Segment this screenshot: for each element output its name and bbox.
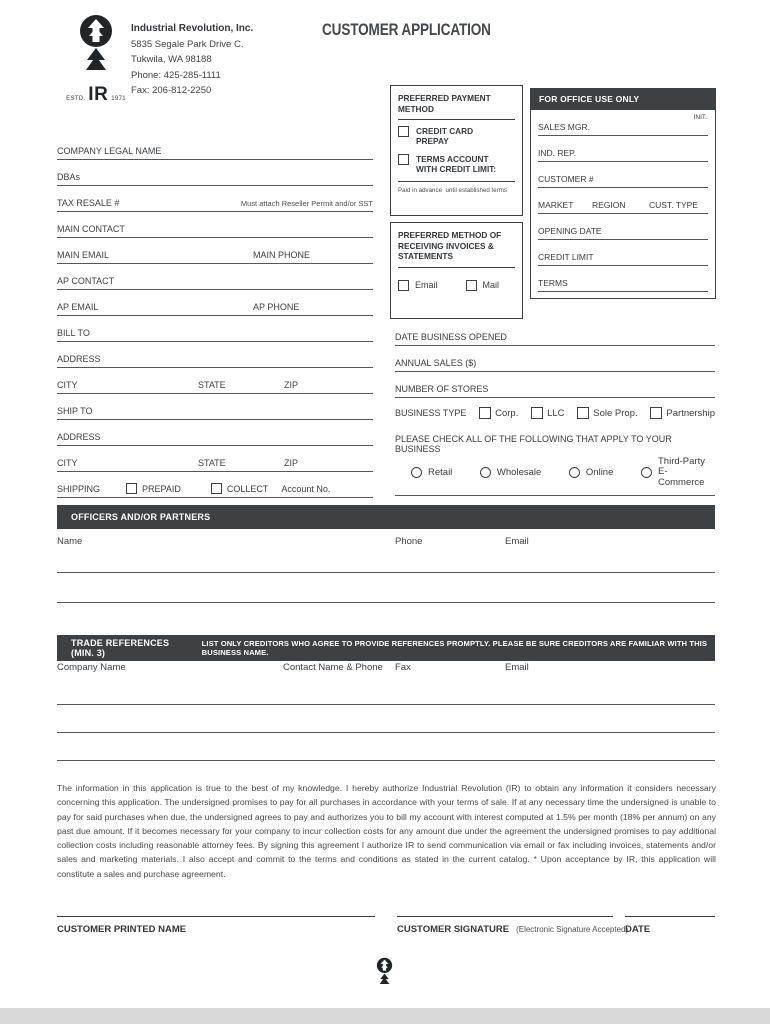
credit-card-prepay-checkbox[interactable]: [398, 126, 409, 137]
business-type-sole-prop-option[interactable]: [577, 407, 637, 419]
mail-label: Mail: [482, 280, 500, 290]
bill-state-label: STATE: [198, 380, 226, 390]
office-ind-rep-field[interactable]: [538, 136, 708, 162]
trade-entry-line-1[interactable]: [57, 675, 715, 705]
ap-contact-label: AP CONTACT: [57, 276, 115, 286]
ship-address-field[interactable]: [57, 420, 373, 446]
main-phone-label: MAIN PHONE: [253, 250, 311, 260]
customer-printed-name-label: CUSTOMER PRINTED NAME: [57, 924, 187, 935]
legal-agreement-text: The information in this application is true to the best of my knowledge. I hereby authorize Industrial Revolution (IR) to obtain any information it considers necessary concerning this application. The undersigned promises to pay for all purchases in accordance with your terms of sale. If at any necessary time the undersigned is unable to pay for said purchases when due, the undersigned agrees to pay and authorizes you to bill my account with interest computed at 1.5% per month (18% per annum) on any past due amount. If it becomes necessary for your company to incur collection costs for any amount due under the agreement the undersigned promises to pay additional collection costs including reasonable attorney fees. By signing this agreement I authorize IR to send communication via email or fax including invoices, statements and/or sales and marketing materials. I also accept and commit to the terms and conditions as stated in the current catalog. * Upon acceptance by IR, this application will constitute a sales and purchase agreement.: [57, 783, 716, 879]
bill-city-label: CITY: [57, 380, 78, 390]
bill-to-label: BILL TO: [57, 328, 90, 338]
officers-column-headers: [57, 529, 715, 549]
business-fields: [395, 320, 715, 496]
company-phone: Phone: 425-285-1111: [131, 69, 221, 81]
tax-resale-field[interactable]: [57, 186, 373, 212]
init-label: INIT.: [693, 114, 707, 121]
online-option[interactable]: [569, 467, 613, 478]
customer-printed-name-field[interactable]: [57, 916, 375, 935]
shipping-label: SHIPPING: [57, 484, 101, 494]
terms-account-label: TERMS ACCOUNT WITH CREDIT LIMIT:: [416, 154, 497, 174]
company-legal-name-field[interactable]: [57, 134, 373, 160]
prepaid-checkbox[interactable]: [126, 483, 137, 494]
payment-note: Paid in advance until established terms: [398, 181, 515, 194]
sole-prop-checkbox[interactable]: [577, 407, 589, 419]
online-radio[interactable]: [569, 467, 580, 478]
logo-year: 1971: [111, 96, 126, 102]
ship-state-label: STATE: [198, 458, 226, 468]
collect-checkbox[interactable]: [211, 483, 222, 494]
apply-to-business-label: PLEASE CHECK ALL OF THE FOLLOWING THAT APPLY TO YOUR BUSINESS: [395, 434, 672, 454]
trade-band: [57, 635, 715, 661]
partnership-checkbox[interactable]: [650, 407, 662, 419]
bill-address-label: ADDRESS: [57, 354, 101, 364]
office-market-region-type-field[interactable]: [538, 188, 708, 214]
trade-email-header: Email: [505, 662, 529, 673]
bill-to-field[interactable]: [57, 316, 373, 342]
officers-entry-line-1[interactable]: [57, 549, 715, 573]
office-opening-date-field[interactable]: [538, 214, 708, 240]
wholesale-radio[interactable]: [480, 467, 491, 478]
trade-title: TRADE REFERENCES (MIN. 3): [71, 638, 170, 658]
number-of-stores-label: NUMBER OF STORES: [395, 384, 489, 394]
corp-checkbox[interactable]: [479, 407, 491, 419]
ap-email-label: AP EMAIL: [57, 302, 99, 312]
ship-to-field[interactable]: [57, 394, 373, 420]
email-checkbox[interactable]: [398, 280, 409, 291]
trade-contact-header: Contact Name & Phone: [283, 662, 383, 673]
date-business-opened-label: DATE BUSINESS OPENED: [395, 332, 507, 342]
preferred-payment-method-box: [390, 85, 523, 216]
officers-title: OFFICERS AND/OR PARTNERS: [71, 512, 211, 522]
sales-mgr-label: SALES MGR.: [538, 122, 590, 132]
online-label: Online: [585, 467, 614, 478]
trade-entry-line-3[interactable]: [57, 733, 715, 761]
officers-email-header: Email: [505, 536, 529, 547]
email-label: Email: [415, 280, 438, 290]
date-business-opened-field[interactable]: [395, 320, 715, 346]
invoices-box-title: PREFERRED METHOD OF RECEIVING INVOICES & STATEMENTS: [398, 230, 515, 268]
partnership-label: Partnership: [666, 407, 715, 419]
ir-logo-icon: [74, 14, 118, 78]
company-address-line2: Tukwila, WA 98188: [131, 54, 212, 66]
retail-radio[interactable]: [411, 467, 422, 478]
company-legal-name-label: COMPANY LEGAL NAME: [57, 146, 162, 156]
trade-subtitle: LIST ONLY CREDITORS WHO AGREE TO PROVIDE REFERENCES PROMPTLY. PLEASE BE SURE CREDITORS ARE FAMILIAR WITH THIS BUSINESS NAME.: [201, 639, 708, 657]
third-party-ecommerce-option[interactable]: [641, 457, 713, 489]
dbas-label: DBAs: [57, 172, 81, 182]
office-sales-mgr-field[interactable]: [538, 110, 708, 136]
trade-entry-line-2[interactable]: [57, 705, 715, 733]
apply-to-business-options: [395, 454, 715, 496]
bill-city-state-zip-field[interactable]: [57, 368, 373, 394]
ap-contact-field[interactable]: [57, 264, 373, 290]
retail-option[interactable]: [411, 467, 452, 478]
ap-phone-label: AP PHONE: [253, 302, 300, 312]
customer-signature-field[interactable]: [397, 916, 629, 935]
payment-box-title: PREFERRED PAYMENT METHOD: [398, 93, 515, 120]
business-type-llc-option[interactable]: [531, 407, 564, 419]
ir-logo-small-icon: [374, 957, 395, 988]
email-option[interactable]: [398, 280, 438, 291]
ind-rep-label: IND. REP.: [538, 148, 577, 158]
business-type-corp-option[interactable]: [479, 407, 518, 419]
ship-city-label: CITY: [57, 458, 78, 468]
credit-card-prepay-label: CREDIT CARD PREPAY: [416, 126, 474, 146]
date-field[interactable]: [625, 916, 715, 935]
opening-date-label: OPENING DATE: [538, 226, 602, 236]
terms-label: TERMS: [538, 278, 568, 288]
wholesale-option[interactable]: [480, 467, 541, 478]
customer-signature-label: CUSTOMER SIGNATURE: [397, 924, 510, 935]
retail-label: Retail: [428, 467, 453, 478]
office-credit-limit-field[interactable]: [538, 240, 708, 266]
sole-prop-label: Sole Prop.: [593, 407, 638, 419]
electronic-signature-note: (Electronic Signature Accepted): [516, 925, 629, 934]
trade-company-header: Company Name: [57, 662, 126, 673]
company-logo: [60, 14, 132, 106]
corp-label: Corp.: [495, 407, 519, 419]
logo-estd: ESTD.: [66, 96, 86, 102]
main-email-label: MAIN EMAIL: [57, 250, 110, 260]
account-no-label: Account No.: [281, 484, 331, 494]
logo-text: [60, 84, 132, 106]
third-party-ecommerce-radio[interactable]: [641, 467, 652, 478]
number-of-stores-field[interactable]: [395, 372, 715, 398]
officers-band: [57, 505, 715, 529]
office-customer-number-field[interactable]: [538, 162, 708, 188]
third-party-ecommerce-label: Third-Party E-Commerce: [658, 455, 705, 488]
main-contact-field[interactable]: [57, 212, 373, 238]
cust-type-label: CUST. TYPE: [649, 200, 698, 210]
office-use-title: FOR OFFICE USE ONLY: [531, 89, 715, 110]
office-use-box: [530, 88, 716, 299]
customer-number-label: CUSTOMER #: [538, 174, 594, 184]
ap-email-phone-field[interactable]: [57, 290, 373, 316]
annual-sales-label: ANNUAL SALES ($): [395, 358, 477, 368]
invoices-method-box: [390, 222, 523, 319]
tax-resale-note: Must attach Reseller Permit and/or SST: [240, 199, 373, 208]
trade-fax-header: Fax: [395, 662, 411, 673]
prepaid-label: PREPAID: [142, 484, 181, 494]
bill-zip-label: ZIP: [284, 380, 299, 390]
applicant-fields: [57, 134, 373, 498]
tax-resale-label: TAX RESALE #: [57, 198, 120, 208]
main-contact-label: MAIN CONTACT: [57, 224, 125, 234]
business-type-row: [395, 398, 715, 428]
market-label: MARKET: [538, 200, 574, 210]
wholesale-label: Wholesale: [496, 467, 542, 478]
ship-address-label: ADDRESS: [57, 432, 101, 442]
mail-option[interactable]: [466, 280, 500, 291]
company-address-line1: 5835 Segale Park Drive C.: [131, 38, 244, 50]
officers-phone-header: Phone: [395, 536, 423, 547]
llc-label: LLC: [547, 407, 565, 419]
collect-label: COLLECT: [226, 484, 269, 494]
dbas-field[interactable]: [57, 160, 373, 186]
credit-card-prepay-option[interactable]: [398, 120, 515, 148]
business-type-label: BUSINESS TYPE: [395, 408, 467, 418]
ship-zip-label: ZIP: [284, 458, 299, 468]
region-label: REGION: [592, 200, 626, 210]
ship-city-state-zip-field[interactable]: [57, 446, 373, 472]
business-type-partnership-option[interactable]: [650, 407, 715, 419]
logo-monogram: IR: [88, 84, 109, 105]
bill-address-field[interactable]: [57, 342, 373, 368]
officers-entry-line-2[interactable]: [57, 573, 715, 603]
date-label: DATE: [625, 924, 651, 935]
ship-to-label: SHIP TO: [57, 406, 93, 416]
office-terms-field[interactable]: [538, 266, 708, 292]
mail-checkbox[interactable]: [466, 280, 477, 291]
trade-column-headers: [57, 661, 715, 675]
llc-checkbox[interactable]: [531, 407, 543, 419]
company-fax: Fax: 206-812-2250: [131, 85, 212, 97]
terms-account-checkbox[interactable]: [398, 154, 409, 165]
main-email-phone-field[interactable]: [57, 238, 373, 264]
terms-account-option[interactable]: [398, 148, 515, 176]
trade-references-section: [57, 635, 715, 761]
shipping-field[interactable]: [57, 472, 373, 498]
company-info: [131, 21, 253, 99]
officers-section: [57, 505, 715, 603]
footer-logo: [374, 957, 395, 993]
company-name: Industrial Revolution, Inc.: [131, 23, 254, 34]
credit-limit-label: CREDIT LIMIT: [538, 252, 594, 262]
page-title: CUSTOMER APPLICATION: [322, 20, 491, 39]
signature-row: [57, 916, 715, 935]
officers-name-header: Name: [57, 536, 83, 547]
annual-sales-field[interactable]: [395, 346, 715, 372]
invoices-options: [398, 280, 515, 291]
bottom-margin-band: [0, 1008, 770, 1024]
